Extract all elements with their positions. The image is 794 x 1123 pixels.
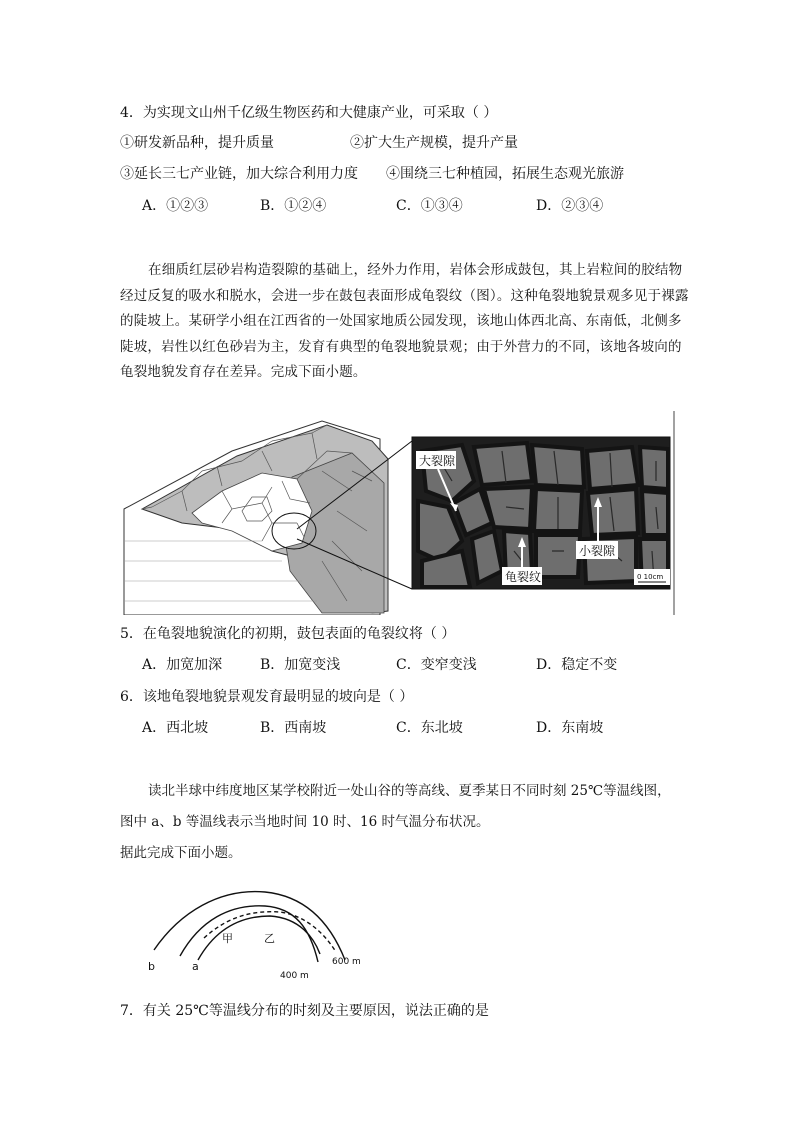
q6-option-c[interactable]: C．东北坡: [396, 720, 463, 736]
block-diagram: [124, 421, 412, 615]
q6-stem: 6．该地龟裂地貌景观发育最明显的坡向是（ ）: [120, 689, 414, 705]
label-600m: 600 m: [332, 957, 361, 967]
label-turtle-crack: 龟裂纹: [505, 570, 542, 584]
q4-item-2: ②扩大生产规模，提升产量: [350, 135, 518, 151]
q4-option-c[interactable]: C．①③④: [396, 198, 463, 214]
passage-turtle-crack: 在细质红层砂岩构造裂隙的基础上，经外力作用，岩体会形成鼓包，其上岩粒间的胶结物经过反复的吸水和脱水，会进一步在鼓包表面形成龟裂纹（图）。这种龟裂地貌景观多见于裸露的陡坡上。某研学小组在江西省的一处国家地质公园发现，该地山体西北高、东南低，北侧多陡坡，岩性以红色砂岩为主，发育有典型的龟裂地貌景观；由于外营力的不同，该地各坡向的龟裂地貌发育存在差异。完成下面小题。: [120, 262, 689, 380]
contour-line-400: [154, 892, 345, 960]
figure-turtle-crack: [122, 411, 678, 615]
q4-item-4: ④围绕三七种植园，拓展生态观光旅游: [386, 166, 624, 182]
q4-option-a[interactable]: A．①②③: [142, 198, 209, 214]
q5-option-d[interactable]: D．稳定不变: [536, 657, 618, 673]
q4-option-d[interactable]: D．②③④: [536, 198, 604, 214]
label-yi: 乙: [264, 932, 275, 945]
scale-bar-label: 0 10cm: [637, 573, 664, 581]
q4-item-1: ①研发新品种，提升质量: [120, 135, 274, 151]
label-jia: 甲: [222, 932, 233, 945]
label-small-crack: 小裂隙: [579, 544, 616, 558]
q4-stem: 4．为实现文山州千亿级生物医药和大健康产业，可采取（ ）: [120, 105, 498, 121]
label-big-crack: 大裂隙: [419, 454, 456, 468]
q5-option-c[interactable]: C．变窄变浅: [396, 657, 477, 673]
q6-option-b[interactable]: B．西南坡: [260, 720, 327, 736]
q4-option-b[interactable]: B．①②④: [260, 198, 327, 214]
q7-stem: 7．有关 25℃等温线分布的时刻及主要原因，说法正确的是: [120, 1003, 489, 1019]
label-a: a: [192, 960, 199, 973]
isotherm-a: [198, 916, 320, 960]
q5-stem: 5．在龟裂地貌演化的初期，鼓包表面的龟裂纹将（ ）: [120, 626, 456, 642]
passage-valley-line1: 读北半球中纬度地区某学校附近一处山谷的等高线、夏季某日不同时刻 25℃等温线图，: [148, 783, 671, 799]
q5-option-b[interactable]: B．加宽变浅: [260, 657, 341, 673]
q6-option-d[interactable]: D．东南坡: [536, 720, 604, 736]
q6-option-a[interactable]: A．西北坡: [142, 720, 209, 736]
photo-turtle-crack: [412, 437, 670, 589]
passage-valley-line2: 图中 a、b 等温线表示当地时间 10 时、16 时气温分布状况。: [120, 814, 490, 830]
figure-valley-isotherm: [140, 882, 380, 988]
q5-option-a[interactable]: A．加宽加深: [142, 657, 223, 673]
label-400m: 400 m: [280, 971, 309, 981]
label-b: b: [148, 960, 155, 973]
passage-valley-line3: 据此完成下面小题。: [120, 845, 242, 861]
q4-item-3: ③延长三七产业链，加大综合利用力度: [120, 166, 358, 182]
